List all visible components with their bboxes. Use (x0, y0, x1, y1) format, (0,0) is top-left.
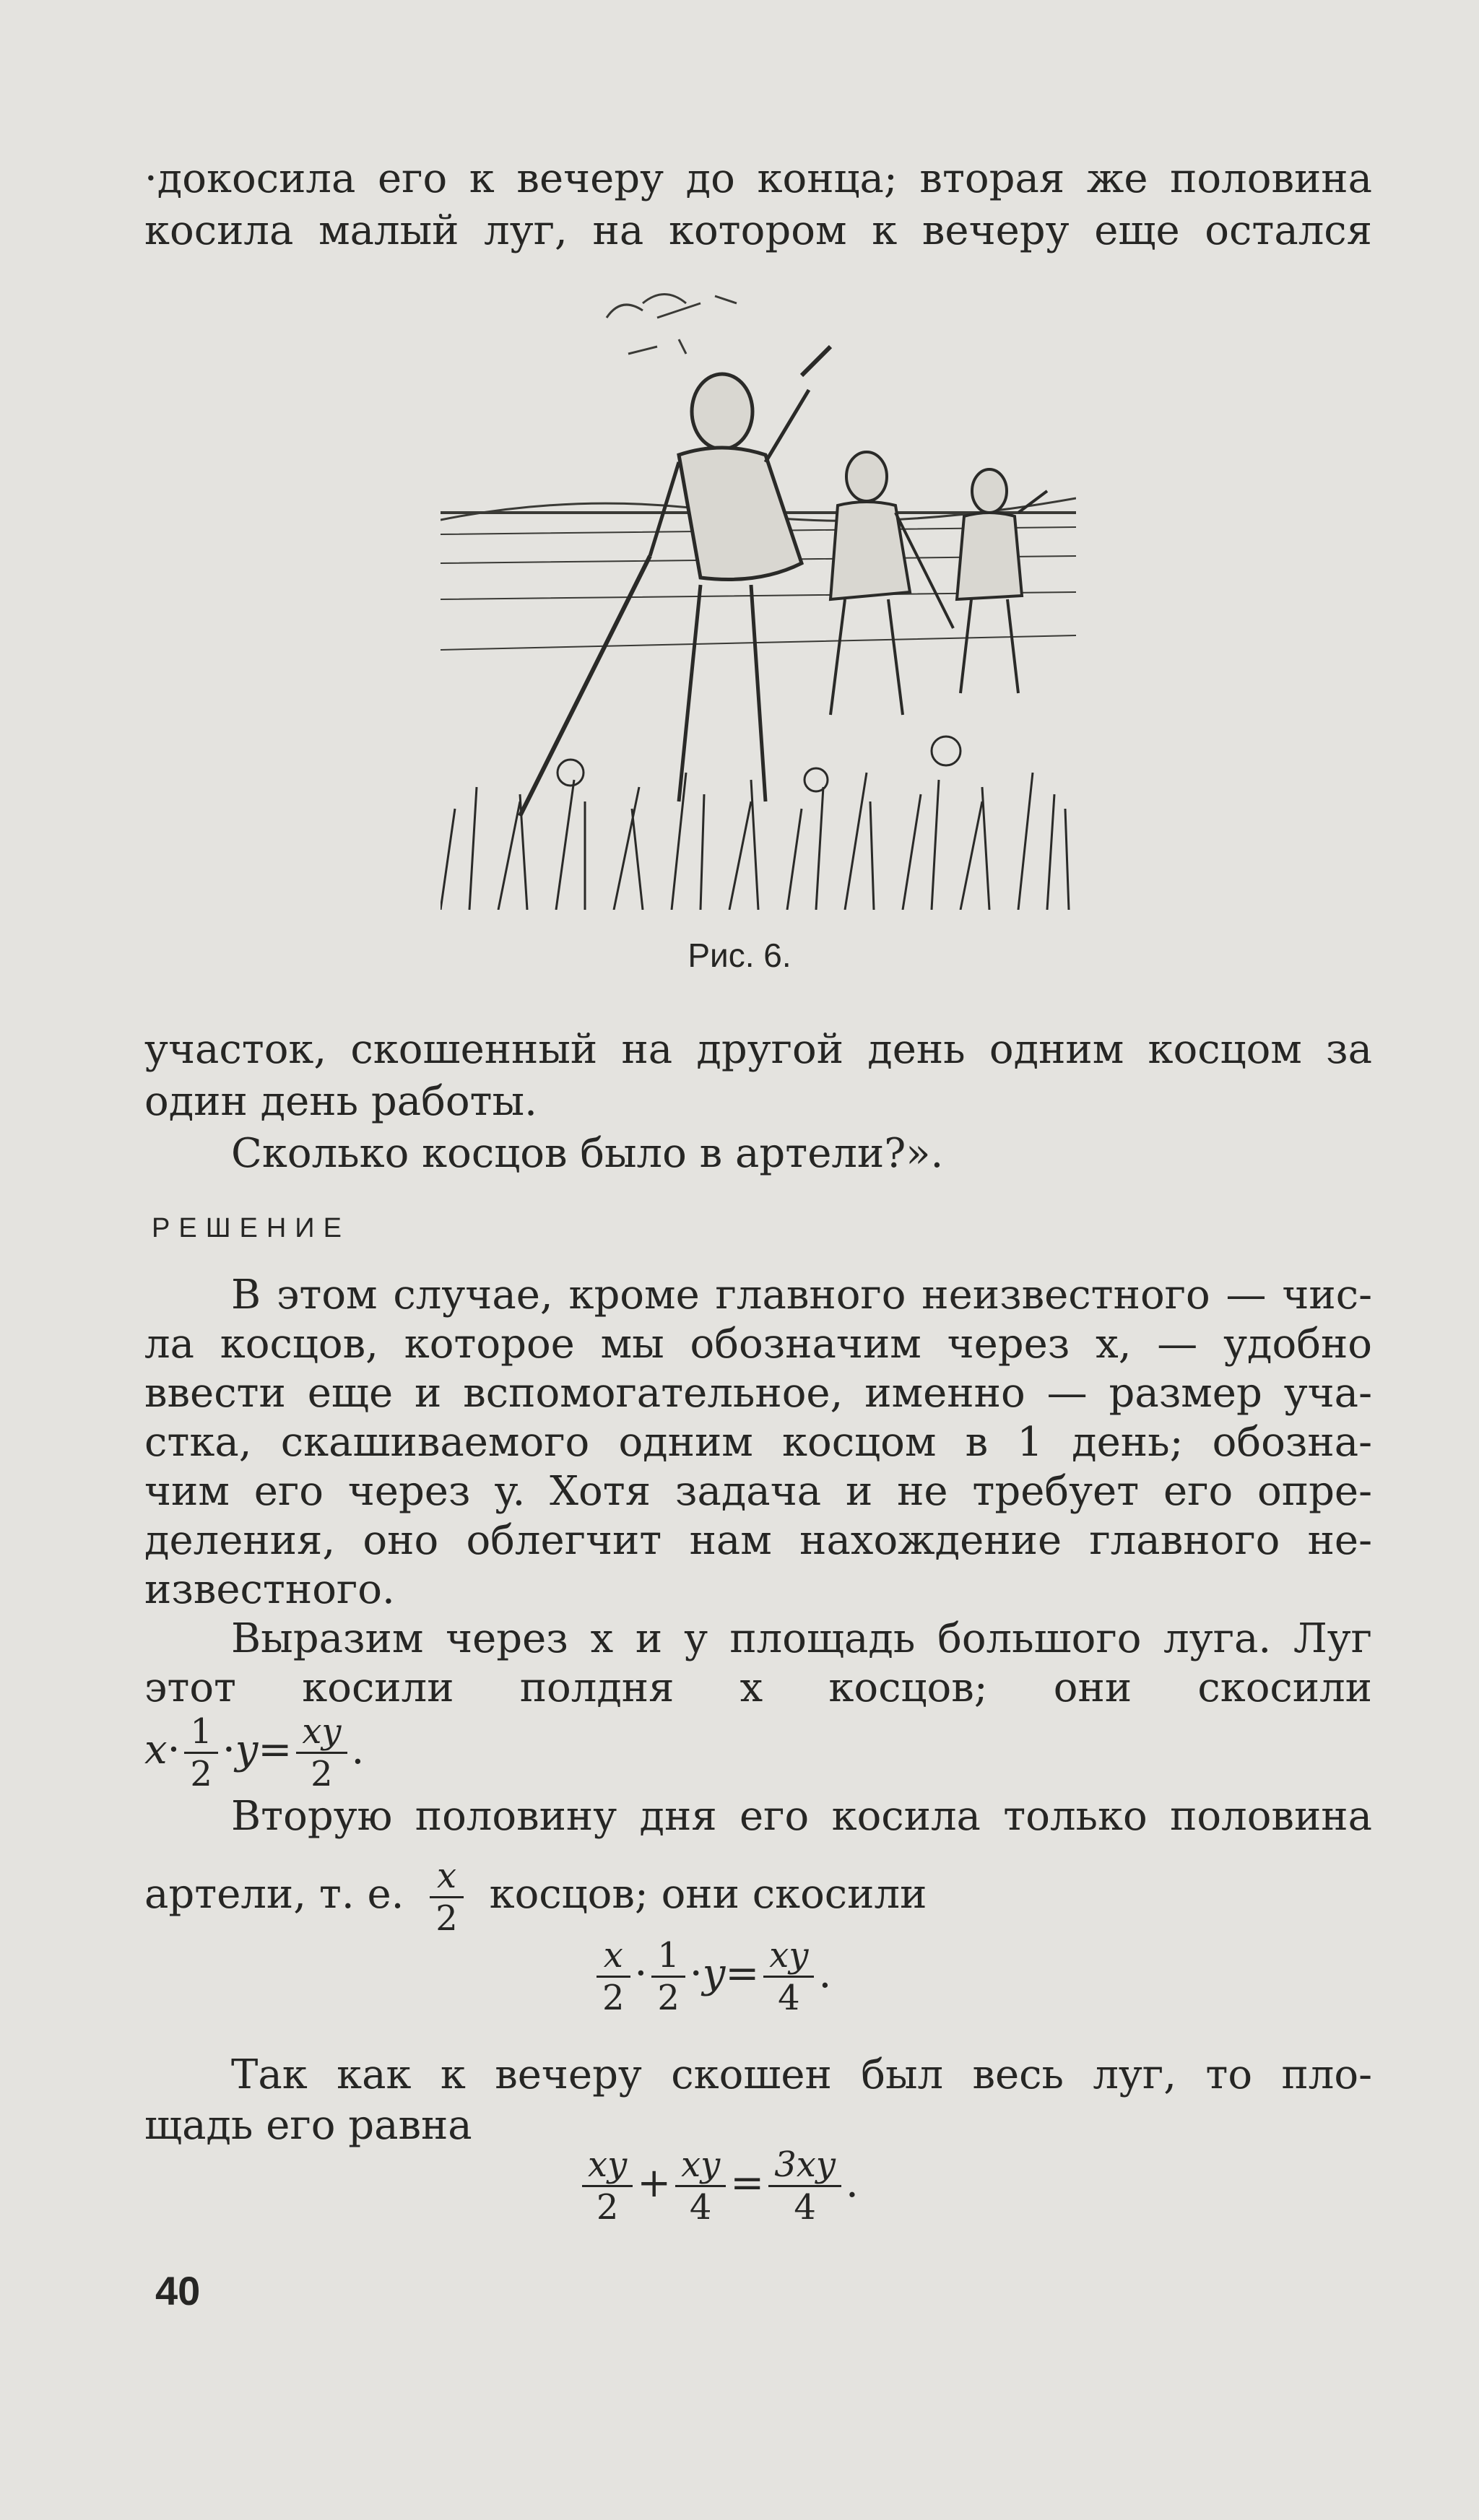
text-line: Вторую половину дня его косила только половина (231, 1793, 1372, 1840)
figure-caption: Рис. 6. (688, 937, 791, 974)
text-line: Так как к вечеру скошен был весь луг, то пло- (231, 2051, 1372, 2098)
text-line: участок, скошенный на другой день одним косцом за (144, 1026, 1372, 1073)
mowers-illustration (441, 274, 1076, 910)
text-line: В этом случае, кроме главного неизвестного — чис- (231, 1272, 1372, 1318)
text-line: ввести еще и вспомогательное, именно — размер уча- (144, 1370, 1372, 1417)
text-line: ла косцов, которое мы обозначим через x, — удобно (144, 1321, 1372, 1368)
text-line: деления, оно облегчит нам нахождение главного не- (144, 1517, 1372, 1564)
text-line: этот косили полдня x косцов; они скосили (144, 1664, 1372, 1711)
text-line: косила малый луг, на котором к вечеру еще остался (144, 207, 1372, 254)
text-line: щадь его равна (144, 2102, 472, 2149)
text-line: Сколько косцов было в артели?». (231, 1130, 944, 1177)
equation-2: $\frac{x}{2}$ · $\frac{1}{2}$ ·y= $\frac{xy}{4}$ . (592, 1935, 831, 2018)
text-line: ·докосила его к вечеру до конца; вторая же половина (144, 155, 1372, 202)
section-heading: РЕШЕНИЕ (152, 1213, 350, 1243)
equation-3: $\frac{xy}{2}$ + $\frac{xy}{4}$ = $\frac{3xy}{4}$ . (578, 2145, 859, 2228)
text-line-with-fraction: артели, т. е. $\frac{x}{2}$ косцов; они скосили (144, 1856, 927, 1939)
text-line: Выразим через x и y площадь большого луга. Луг (231, 1615, 1372, 1662)
text-line: чим его через y. Хотя задача и не требует его опре- (144, 1468, 1372, 1515)
text-line: известного. (144, 1566, 395, 1613)
text-line: один день работы. (144, 1078, 537, 1125)
equation-1: x· $\frac{1}{2}$ ·y= $\frac{xy}{2}$ . (144, 1711, 365, 1794)
page-number: 40 (155, 2268, 201, 2313)
text-line: стка, скашиваемого одним косцом в 1 день; обозна- (144, 1419, 1372, 1466)
